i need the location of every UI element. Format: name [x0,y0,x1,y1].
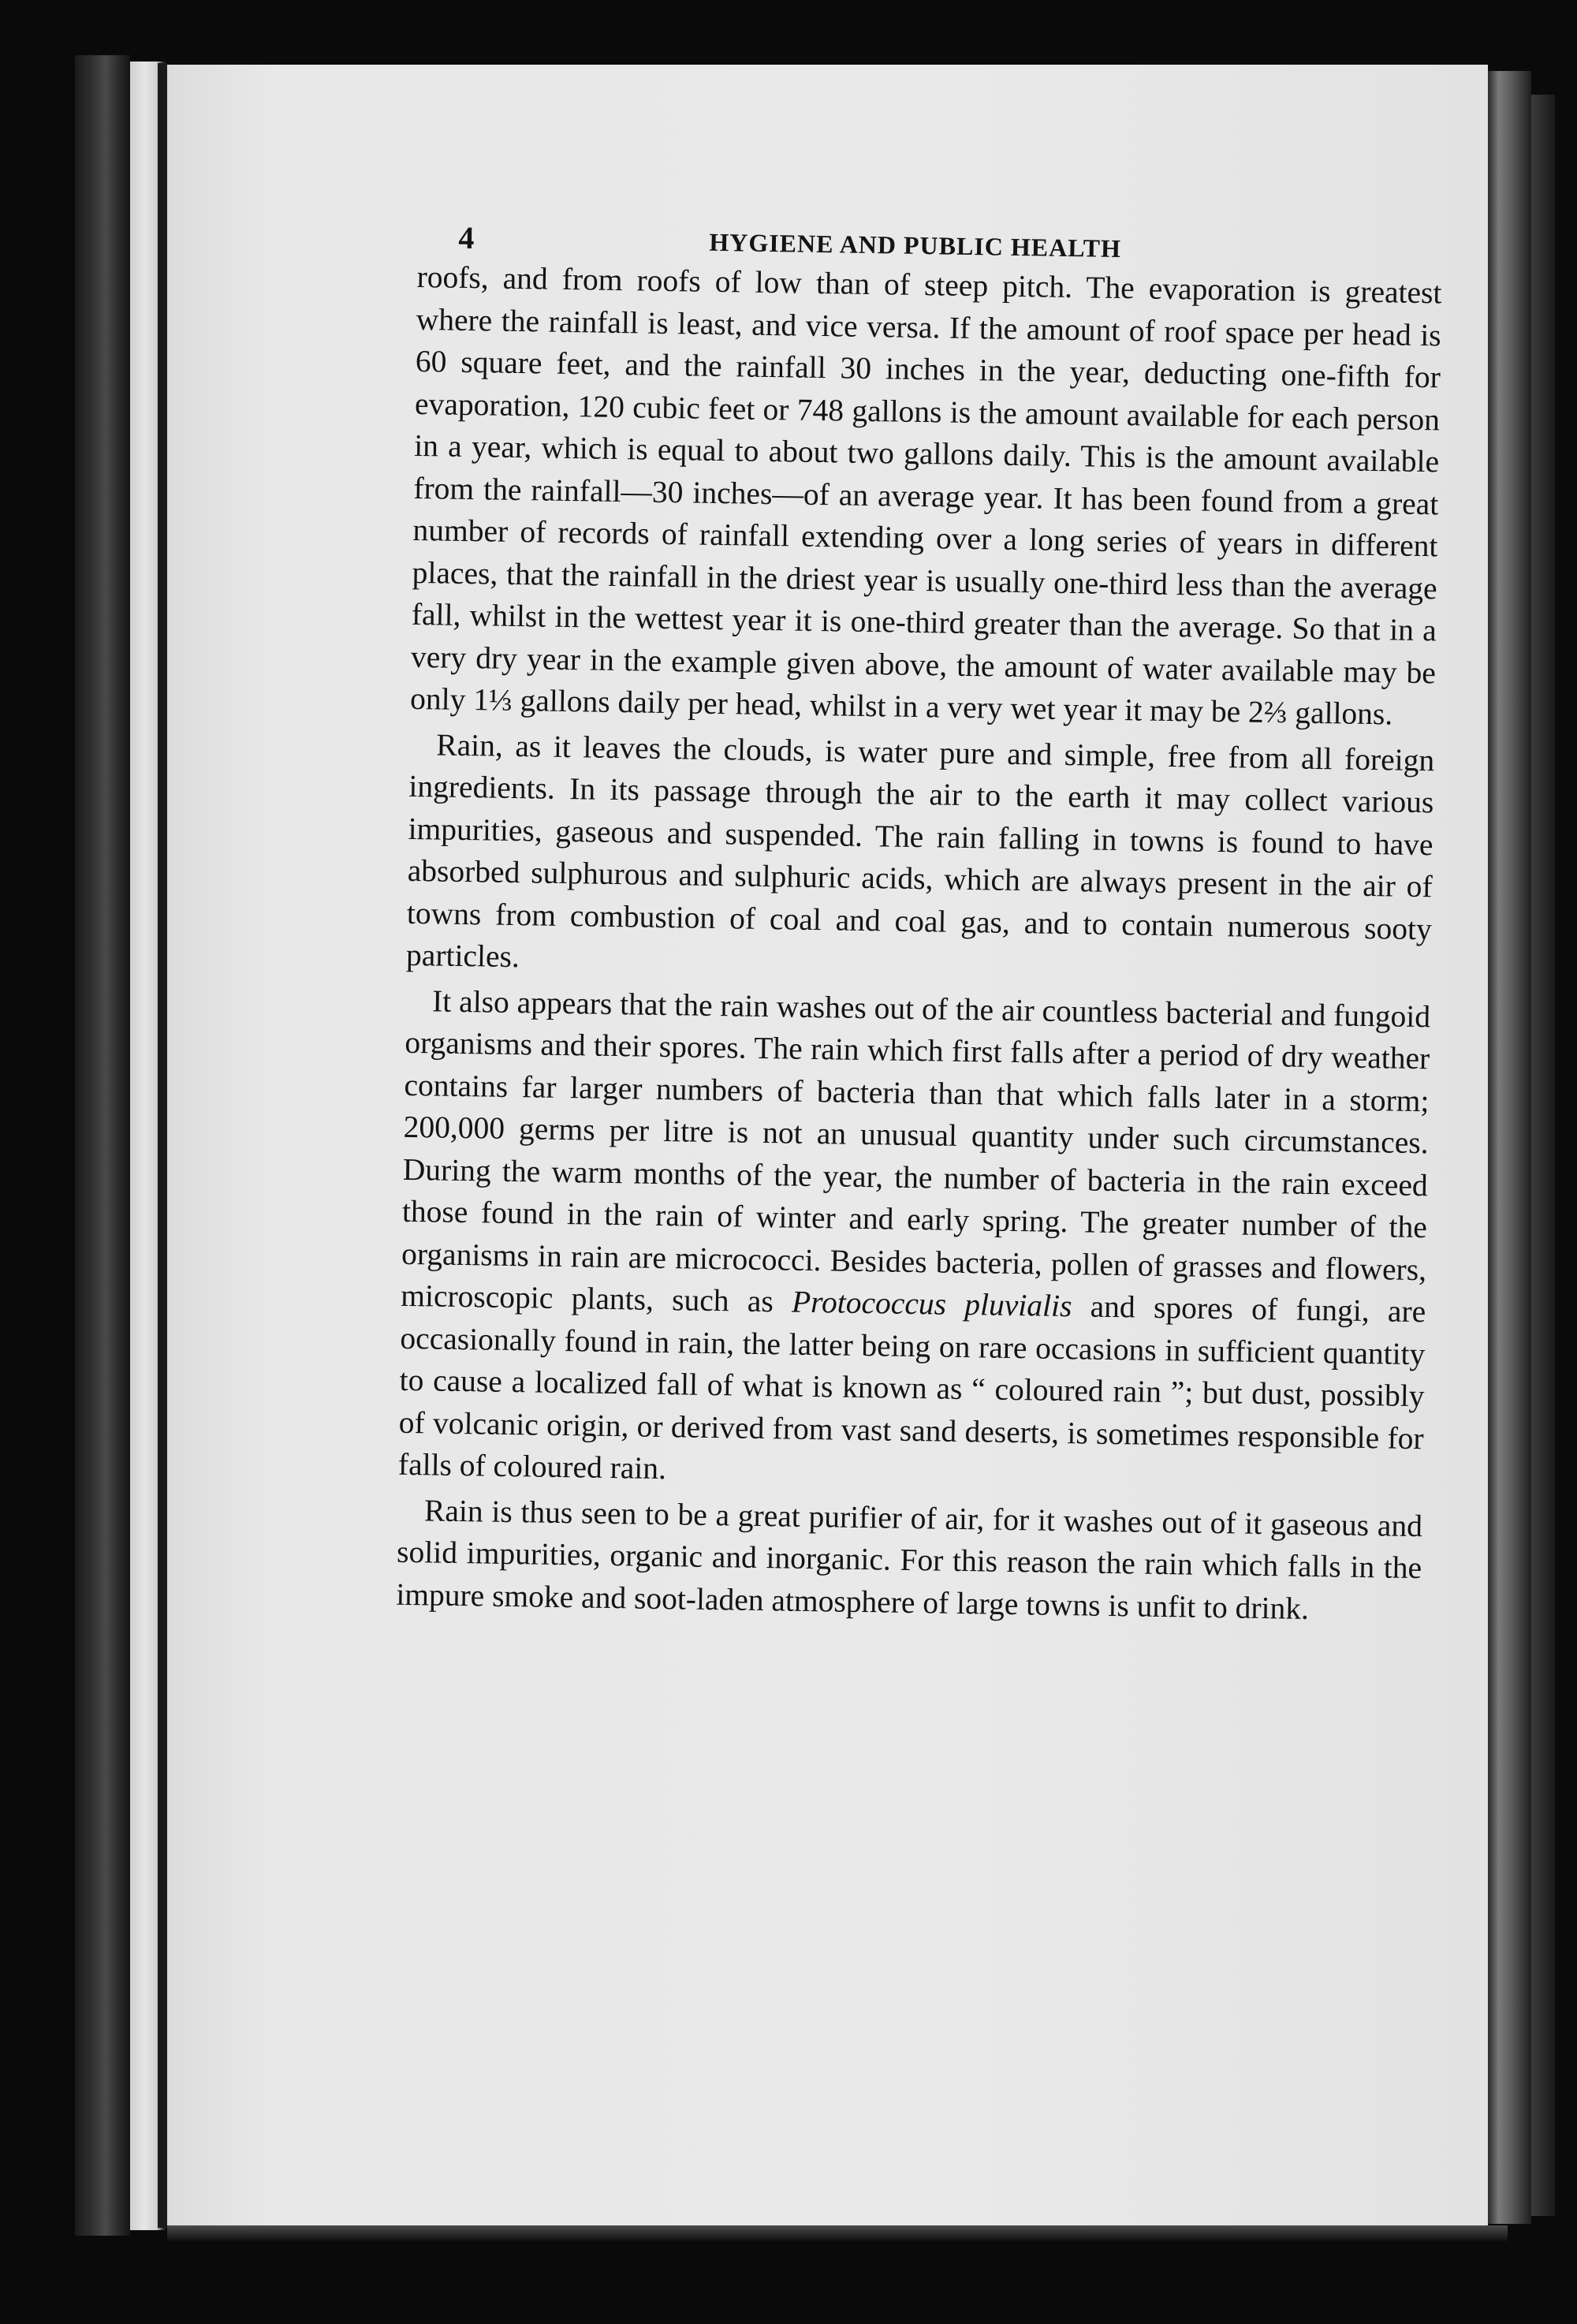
book-binding [75,55,130,2236]
page-number: 4 [458,219,475,256]
paragraph-2: Rain, as it leaves the clouds, is water pure and simple, free from all foreign ingredients. In its passage through the air to the earth it may collect various impurities, gaseous and suspended. The rain falling in towns is found to have absorbed sulphurous and sulphuric acids, which are always present in the air of towns from combustion of coal and coal gas, and to contain numerous sooty particles. [405,726,1435,975]
paragraph-3-text-a: It also appears that the rain washes out of the air countless bacterial and fungoid organisms and their spores. The rain which first falls after a period of dry weather contains far larger numbers of bacteria than that which falls later in a storm; 200,000 germs per litre is not an unusual quantity under such circumstances. During the warm months of the year, the number of bacteria in the rain exceed those found in the rain of winter and early spring. The greater number of the organisms in rain are micrococci. Besides bacteria, pollen of grasses and flowers, microscopic plants, such as [401,983,1431,1319]
paragraph-1: roofs, and from roofs of low than of steep pitch. The evaporation is greatest where the rainfall is least, and vice versa. If the amount of roof space per head is 60 square feet, and the rainfall 30 inches in the year, deducting one-fifth for evaporation, 120 cubic feet or 748 gallons is the amount available for each person in a year, which is equal to about two gallons daily. This is the amount available from the rainfall—30 inches—of an average year. It has been found from a great number of records of rainfall extending over a long series of years in different places, that the rainfall in the driest year is usually one-third less than the average fall, whilst in the wettest year it is one-third greater than the average. So that in a very dry year in the example given above, the amount of water available may be only 1⅓ gallons daily per head, whilst in a very wet year it may be 2⅔ gallons. [409,259,1442,732]
page-text-block [396,209,1443,1632]
page-edge-shadow [1531,95,1555,2216]
paragraph-3-text-b: and spores of fungi, are occasionally found in rain, the latter being on rare occasions in sufficient quantity to cause a localized fall of what is known as “ coloured rain ”; but dust, possibly of volcanic origin, or derived from vast sand deserts, is sometimes responsible for falls of coloured rain. [397,1289,1426,1487]
gutter-shadow [158,63,167,2228]
running-title: HYGIENE AND PUBLIC HEALTH [709,227,1122,263]
paragraph-3 [398,979,1431,1501]
paragraph-4: Rain is thus seen to be a great purifier of air, for it washes out of it gaseous and solid impurities, organic and inorganic. For this reason the rain which falls in the impure smoke and soot-laden atmosphere of large towns is unfit to drink. [396,1492,1423,1626]
page-bottom-shadow [167,2225,1508,2241]
page-edge-right [1488,71,1531,2224]
species-name: Protococcus pluvialis [791,1284,1072,1324]
